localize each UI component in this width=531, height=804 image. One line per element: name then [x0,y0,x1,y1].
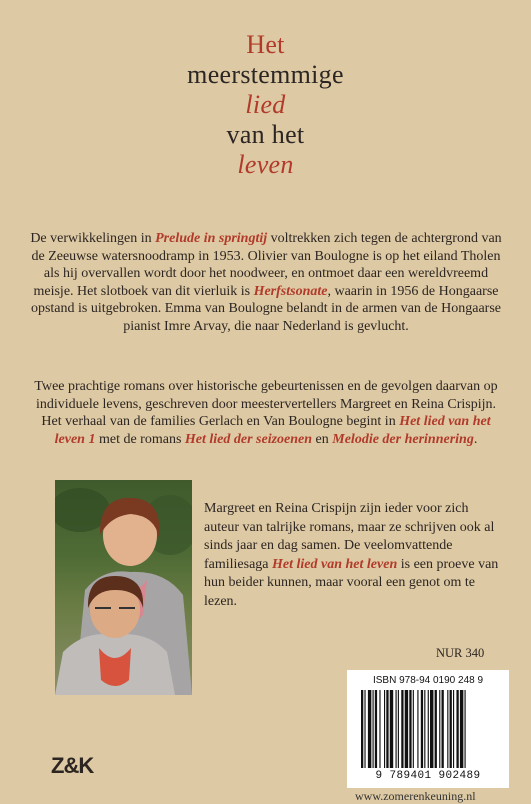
isbn-text: ISBN 978-94 0190 248 9 [372,675,484,686]
title-line-3: lied [245,90,286,119]
bio-text-1: Margreet en Reina Crispijn zijn ieder voor zich auteur van talrijke romans, maar ze schrijven ook al sinds jaar en dag samen. De veelomvattende familiesaga [204,501,495,572]
barcode-digits: 9 789401 902489 [375,770,481,782]
title-line-1: Het [246,30,285,59]
title-line-4: van het [226,120,305,149]
book-title-lied-leven-1: Het lied van het leven 1 [54,414,491,447]
blurb2-text-1: Twee prachtige romans over historische gebeurtenissen en de gevolgen daarvan op individuele levens, geschreven door meestervertellers Margreet en Reina Crispijn. Het verhaal van de families Gerlach en Van Boulogne begint in [34,379,498,430]
book-title-herfstsonate: Herfstsonate [253,283,328,299]
author-bio [204,500,504,611]
title-line-5: leven [237,150,294,179]
bio-text-2: is een proeve van hun beider kunnen, maar vooral een genot om te lezen. [204,556,499,609]
blurb2-text-4: . [473,431,478,447]
title-line-2: meerstemmige [187,60,344,89]
publisher-logo: Z&K [51,753,94,778]
book-title-lied-leven: Het lied van het leven [272,556,398,572]
blurb-paragraph-2 [30,378,502,448]
author-photo [55,480,192,695]
blurb2-text-3: en [312,431,333,447]
blurb1-text-3: , waarin in 1956 de Hongaarse opstand is uitgebroken. Emma van Boulogne belandt in de armen van de Hongaarse pianist Imre Arvay, die naar Nederland is gevlucht. [30,283,502,334]
blurb1-text-1: De verwikkelingen in [30,231,156,246]
book-title-lied-seizoenen: Het lied der seizoenen [184,431,313,447]
blurb-paragraph-1 [30,230,502,336]
barcode-block [347,670,509,788]
book-title-melodie: Melodie der herinnering [332,431,474,447]
blurb2-text-2: met de romans [95,431,185,447]
blurb1-text-2: voltrekken zich tegen de achtergrond van de Zeeuwse watersnoodramp in 1953. Olivier van Boulogne is op het eiland Tholen als hij overvallen wordt door het noodweer, en ontmoet daar een wereldvreemd meisje. Het slotboek van dit vierluik is [31,231,502,299]
publisher-website[interactable]: www.zomerenkeuning.nl [355,789,476,803]
nur-code: NUR 340 [436,646,485,660]
book-title-prelude: Prelude in springtij [155,231,268,246]
author-photo-illustration [55,480,192,695]
book-title [0,30,531,180]
